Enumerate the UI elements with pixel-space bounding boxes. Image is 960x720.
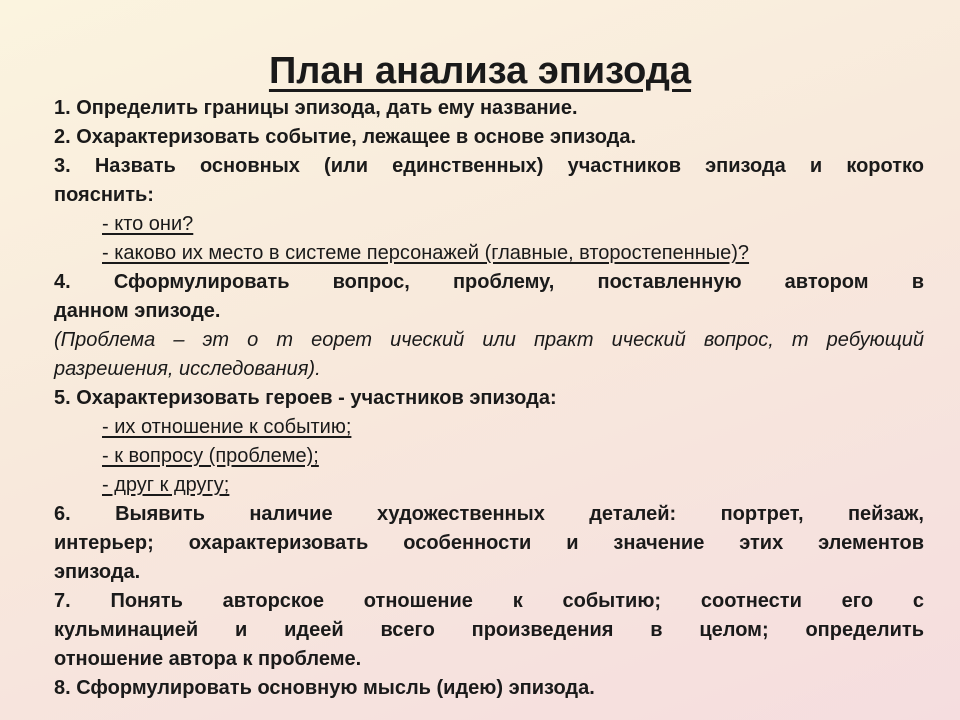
plan-item-6-line-3: эпизода.: [54, 561, 141, 583]
plan-item-5: 5. Охарактеризовать героев - участников эпизода:: [54, 387, 557, 409]
plan-item-7-line-3: отношение автора к проблеме.: [54, 648, 362, 670]
sub-item-who: - кто они?: [102, 213, 194, 235]
sub-item-to-question: - к вопросу (проблеме);: [102, 445, 319, 467]
sub-item-attitude-to-event: - их отношение к событию;: [102, 416, 352, 438]
plan-item-7-line-2: кульминацией и идеей всего произведения в целом; определить: [54, 619, 924, 641]
problem-note-line-1: (Проблема – эт о т еорет ический или практ ический вопрос, т ребующий: [54, 329, 924, 351]
plan-item-3-line-1: 3. Назвать основных (или единственных) участников эпизода и коротко: [54, 155, 924, 177]
plan-item-6-line-1: 6. Выявить наличие художественных деталей: портрет, пейзаж,: [54, 503, 924, 525]
plan-item-4-line-2: данном эпизоде.: [54, 300, 221, 322]
problem-note-line-2: разрешения, исследования).: [54, 358, 321, 380]
sub-item-to-each-other: - друг к другу;: [102, 474, 230, 496]
plan-item-4-line-1: 4. Сформулировать вопрос, проблему, поставленную автором в: [54, 271, 924, 293]
plan-item-6-line-2: интерьер; охарактеризовать особенности и значение этих элементов: [54, 532, 924, 554]
sub-item-place-in-system: - каково их место в системе персонажей (главные, второстепенные)?: [102, 242, 750, 264]
plan-item-1: 1. Определить границы эпизода, дать ему название.: [54, 97, 578, 119]
plan-item-8: 8. Сформулировать основную мысль (идею) эпизода.: [54, 677, 595, 699]
page-title: План анализа эпизода: [268, 50, 692, 92]
plan-item-2: 2. Охарактеризовать событие, лежащее в основе эпизода.: [54, 126, 637, 148]
plan-item-3-line-2: пояснить:: [54, 184, 154, 206]
plan-item-7-line-1: 7. Понять авторское отношение к событию; соотнести его с: [54, 590, 924, 612]
